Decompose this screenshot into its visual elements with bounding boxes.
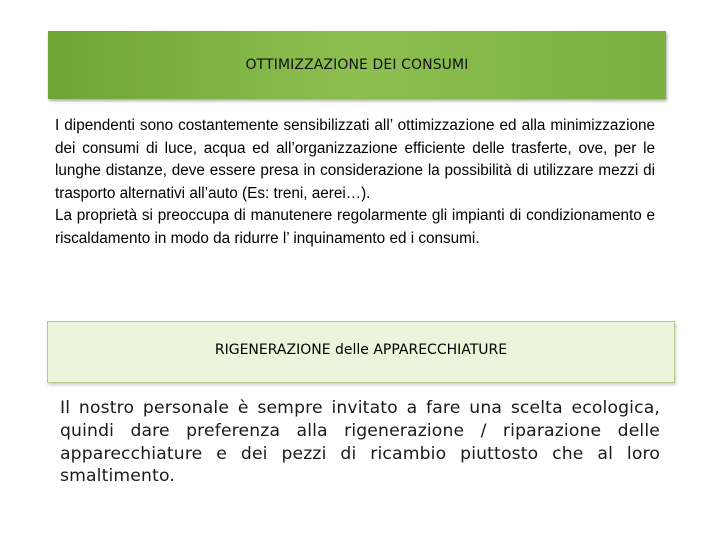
consumi-paragraph-2: La proprietà si preoccupa di manutenere regolarmente gli impianti di condizionamento e riscaldamento in modo da ridurre l’ inquinamento ed i consumi. xyxy=(55,207,655,247)
consumi-paragraph-1: I dipendenti sono costantemente sensibilizzati all’ ottimizzazione ed alla minimizzazione dei consumi di luce, acqua ed all’organizzazione efficiente delle trasferte, ove, per le lunghe distanze, deve essere presa in considerazione la possibilità di utilizzare mezzi di trasporto alternativi all’auto (Es: treni, aerei…). xyxy=(55,117,655,202)
rigenerazione-body xyxy=(60,397,660,488)
section-title-banner-rigenerazione xyxy=(47,321,675,383)
section-title-rigenerazione: RIGENERAZIONE delle APPARECCHIATURE xyxy=(214,342,508,358)
section-title-banner-consumi xyxy=(48,31,666,99)
consumi-body xyxy=(55,115,655,250)
rigenerazione-paragraph: Il nostro personale è sempre invitato a fare una scelta ecologica, quindi dare preferenza alla rigenerazione / riparazione delle apparecchiature e dei pezzi di ricambio piuttosto che al loro smaltimento. xyxy=(60,398,660,487)
section-title-consumi: OTTIMIZZAZIONE DEI CONSUMI xyxy=(245,57,469,73)
